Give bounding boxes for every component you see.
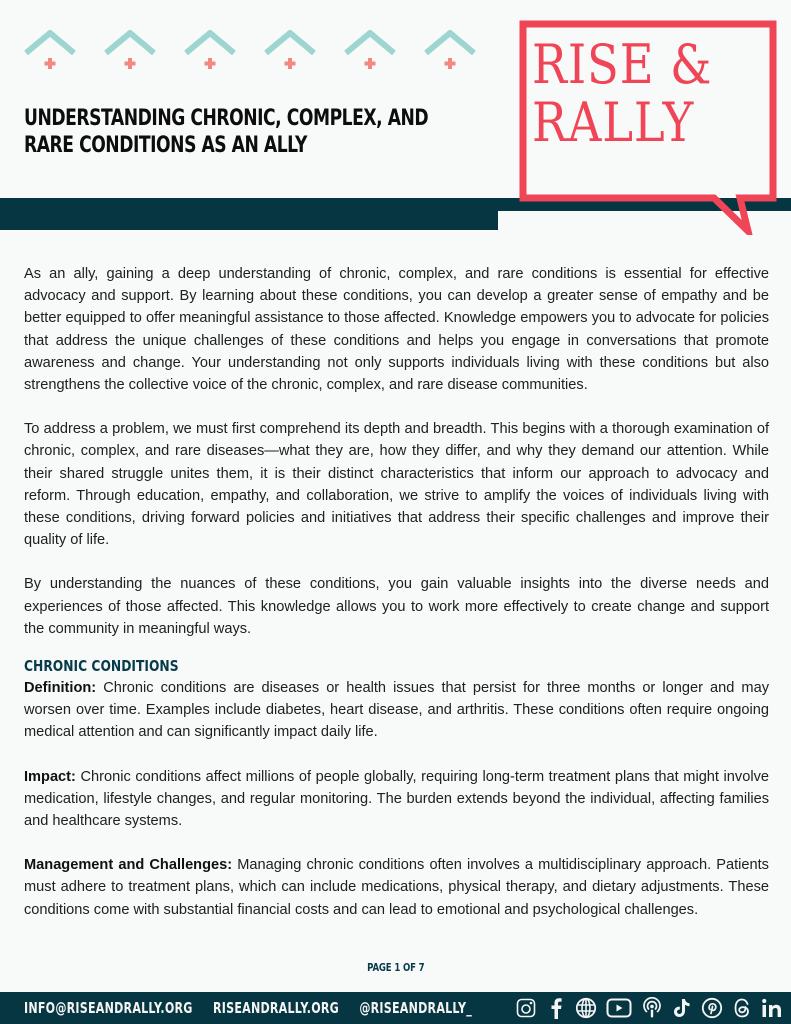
decorative-icon-row — [22, 30, 482, 70]
youtube-icon[interactable] — [605, 997, 633, 1019]
management-text: Managing chronic conditions often involves a multidisciplinary approach. Patients must adhere to treatment plans, which can include medications, physical therapy, and dietary adjustments. These conditions come with substantial financial costs and can lead to emotional and psychological challenges. — [24, 857, 769, 918]
podcast-icon[interactable] — [641, 997, 663, 1019]
main-content — [24, 263, 769, 943]
globe-icon[interactable] — [575, 997, 597, 1019]
logo-line-2: RALLY — [532, 91, 695, 154]
pinterest-icon[interactable] — [701, 997, 723, 1019]
house-cross-icon — [102, 30, 158, 70]
footer-bar — [0, 992, 791, 1024]
instagram-icon[interactable] — [515, 997, 537, 1019]
intro-paragraph-2: To address a problem, we must first comprehend its depth and breadth. This begins with a thorough examination of chronic, complex, and rare diseases—what they are, how they differ, and why they demand our attention. While their shared struggle unites them, it is their distinct characteristics that inform our approach to advocacy and reform. Through education, empathy, and collaboration, we strive to amplify the voices of individuals living with these conditions, driving forward policies and initiatives that address their specific challenges and improve their quality of life. — [24, 421, 769, 549]
definition-label: Definition: — [24, 680, 97, 697]
definition-text: Chronic conditions are diseases or health issues that persist for three months or longer and may worsen over time. Examples include diabetes, heart disease, and arthritis. These conditions often require ongoing medical attention and can significantly impact daily life. — [24, 680, 769, 741]
footer-handle-link[interactable]: @RISEANDRALLY_ — [359, 999, 473, 1017]
logo-line-1: RISE & — [532, 33, 713, 96]
header-band-thick — [0, 198, 498, 230]
house-cross-icon — [182, 30, 238, 70]
intro-paragraph-1: As an ally, gaining a deep understanding of chronic, complex, and rare conditions is essential for effective advocacy and support. By learning about these conditions, you can develop a greater sense of empathy and be better equipped to offer meaningful assistance to those affected. Knowledge empowers you to advocate for policies that address the unique challenges of these conditions and helps you engage in conversations that promote awareness and change. Your understanding not only supports individuals living with these conditions but also strengthens the collective voice of the chronic, complex, and rare disease communities. — [24, 266, 769, 394]
footer-website-link[interactable]: RISEANDRALLY.ORG — [212, 999, 339, 1017]
linkedin-icon[interactable] — [761, 997, 783, 1019]
section-heading-chronic: CHRONIC CONDITIONS — [24, 657, 179, 676]
page-number-text: PAGE 1 OF 7 — [366, 961, 425, 974]
house-cross-icon — [262, 30, 318, 70]
facebook-icon[interactable] — [545, 997, 567, 1019]
logo-text — [532, 33, 713, 154]
house-cross-icon — [342, 30, 398, 70]
footer-contact-links — [24, 999, 488, 1017]
social-icons — [515, 996, 791, 1020]
house-cross-icon — [422, 30, 478, 70]
house-cross-icon — [22, 30, 78, 70]
impact-text: Chronic conditions affect millions of people globally, requiring long-term treatment plans that might involve medication, lifestyle changes, and regular monitoring. The burden extends beyond the individual, affecting families and healthcare systems. — [24, 768, 769, 830]
page-title-line-2: RARE CONDITIONS AS AN ALLY — [24, 133, 307, 158]
management-paragraph — [24, 854, 769, 921]
page-number — [0, 961, 791, 974]
definition-paragraph — [24, 677, 769, 744]
page-title — [24, 105, 492, 159]
impact-paragraph — [24, 766, 769, 833]
management-label: Management and Challenges: — [24, 857, 233, 874]
footer-email-link[interactable]: INFO@RISEANDRALLY.ORG — [24, 999, 193, 1017]
intro-paragraph-3: By understanding the nuances of these conditions, you gain valuable insights into the diverse needs and experiences of those affected. This knowledge allows you to work more effectively to create change and support the community in meaningful ways. — [24, 576, 769, 637]
page-title-line-1: UNDERSTANDING CHRONIC, COMPLEX, AND — [24, 106, 429, 131]
threads-icon[interactable] — [731, 997, 753, 1019]
tiktok-icon[interactable] — [671, 997, 693, 1019]
impact-label: Impact: — [24, 768, 76, 785]
